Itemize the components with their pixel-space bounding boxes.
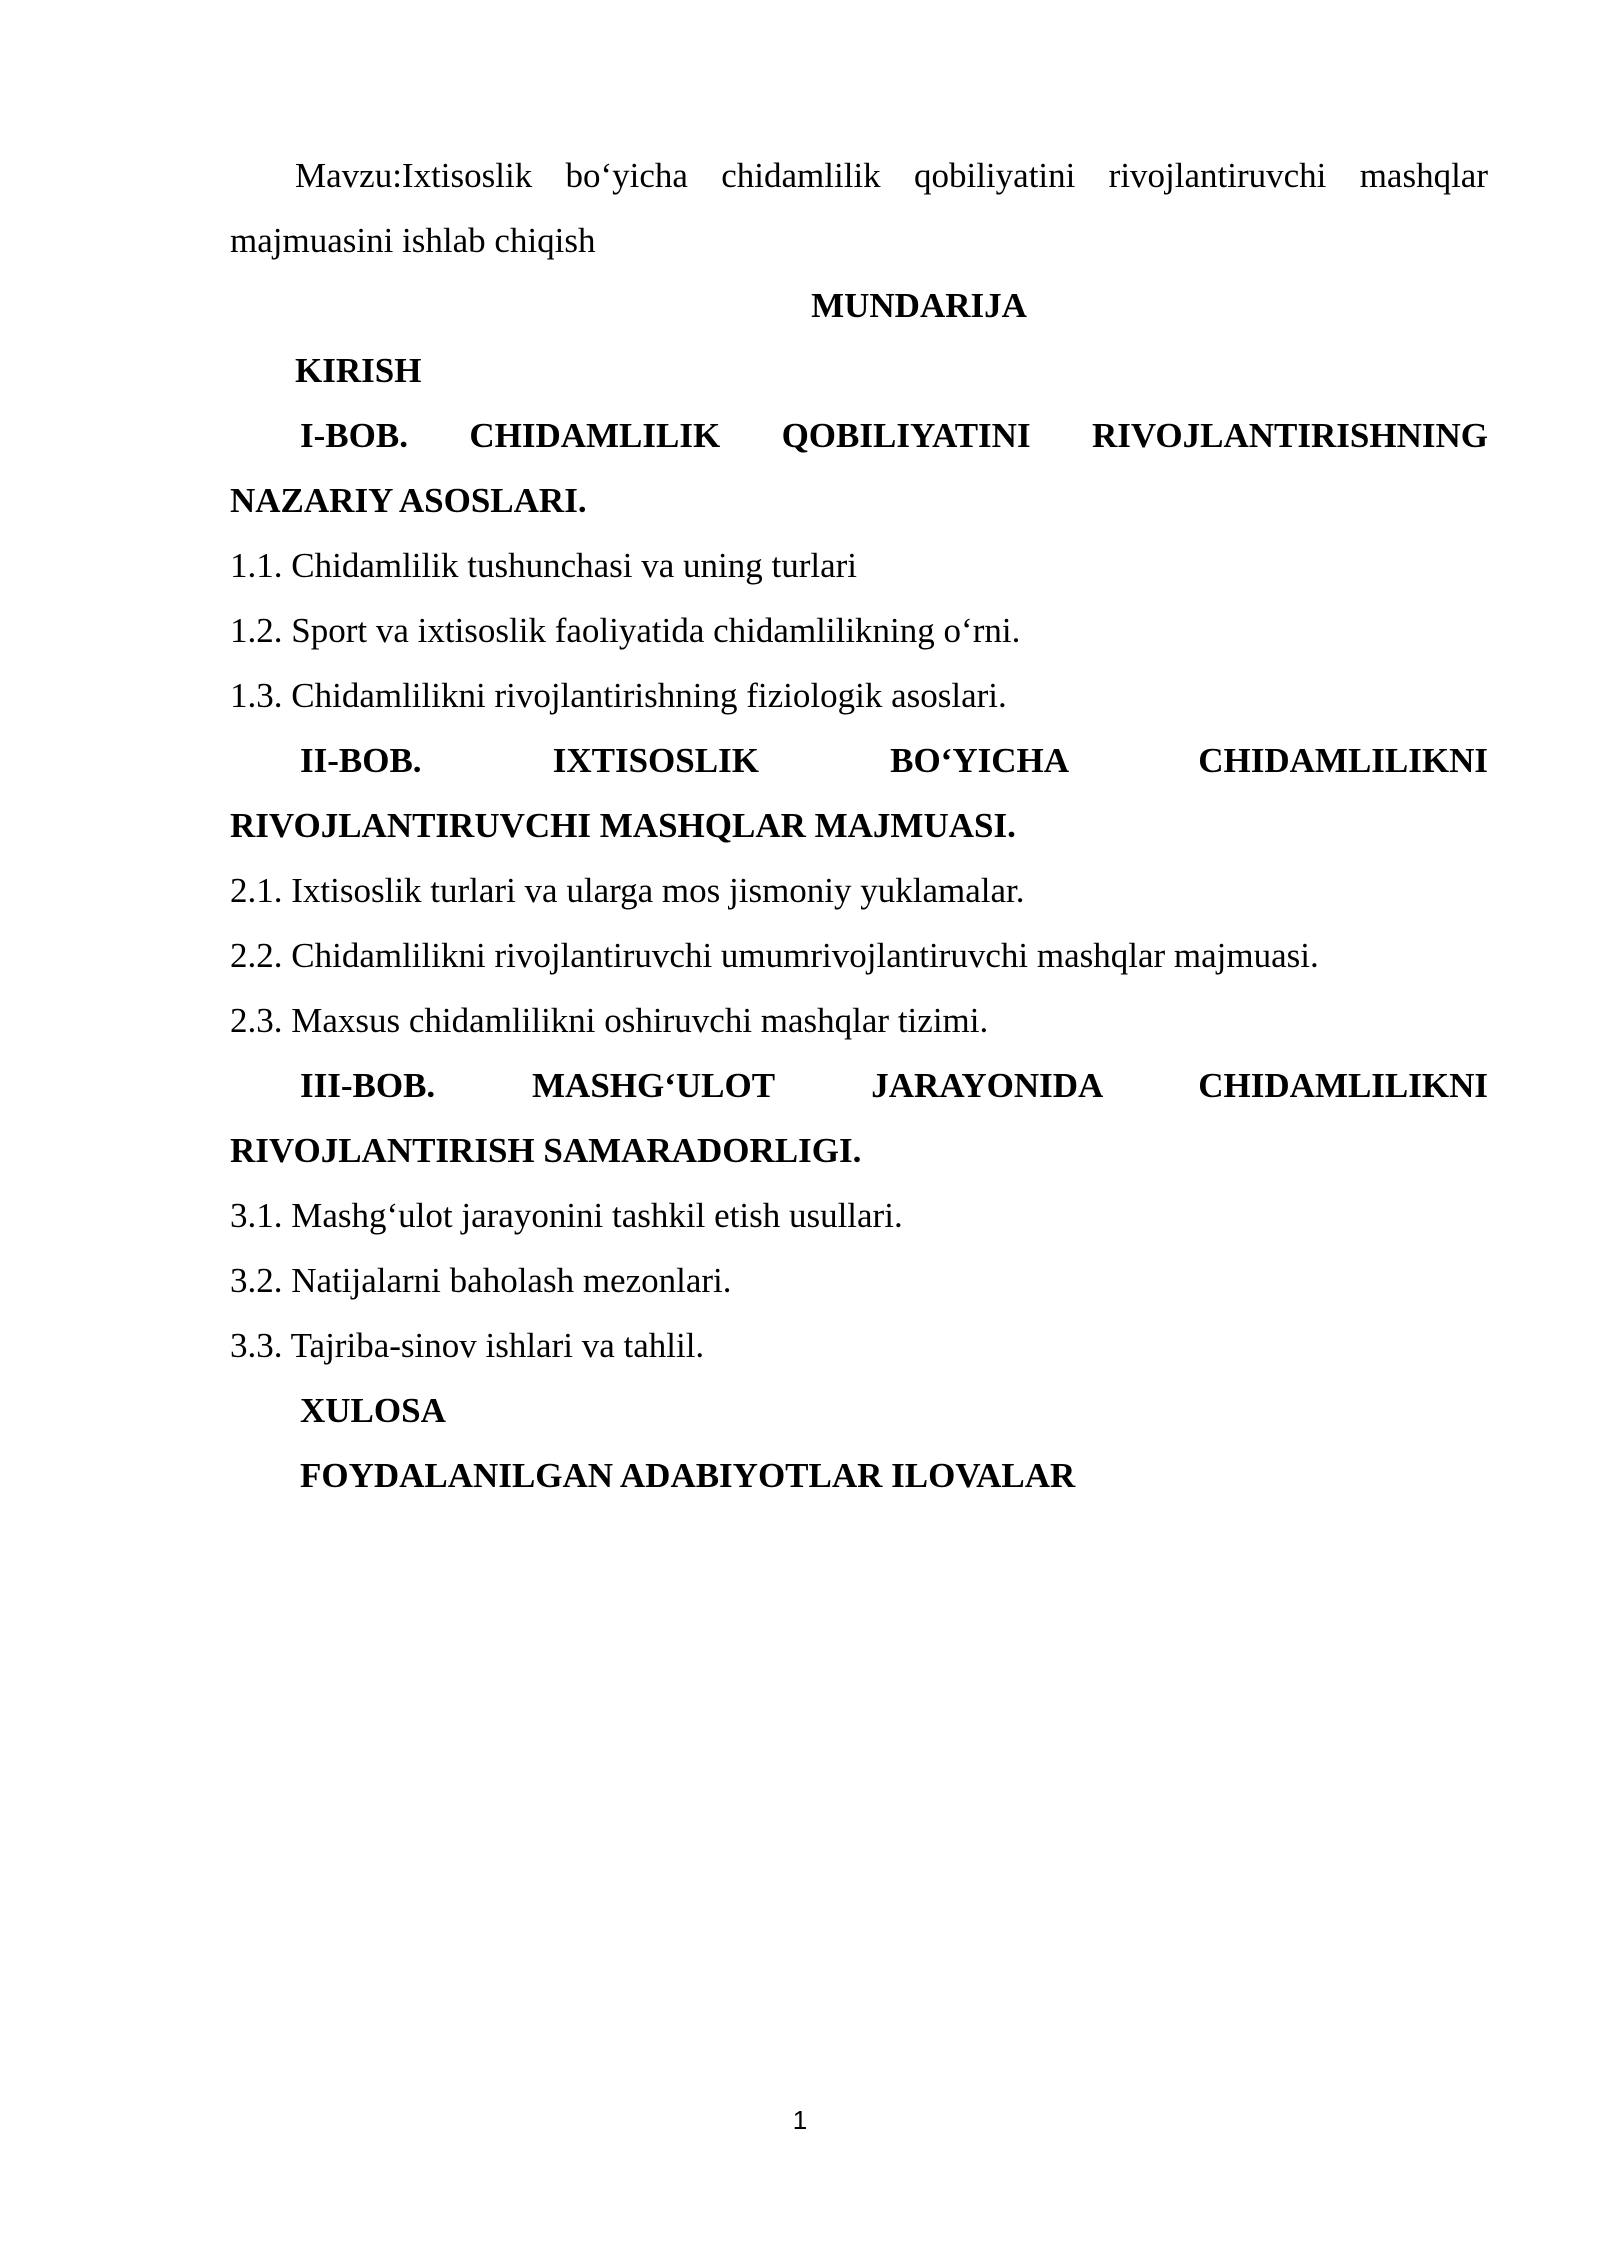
chapter-3-heading-line-1: III-BOB. MASHG‘ULOT JARAYONIDA CHIDAMLILIKNI: [300, 1066, 1488, 1105]
chapter-1-heading-line-2: NAZARIY ASOSLARI.: [230, 481, 587, 520]
chapter-2-heading-line-2: RIVOJLANTIRUVCHI MASHQLAR MAJMUASI.: [230, 806, 1016, 845]
section-3-2: 3.2. Natijalarni baholash mezonlari.: [230, 1261, 732, 1300]
topic-line-1: Mavzu:Ixtisoslik bo‘yicha chidamlilik qobiliyatini rivojlantiruvchi mashqlar: [295, 156, 1488, 195]
section-2-1: 2.1. Ixtisoslik turlari va ularga mos jismoniy yuklamalar.: [230, 871, 1025, 910]
section-2-2: 2.2. Chidamlilikni rivojlantiruvchi umumrivojlantiruvchi mashqlar majmuasi.: [230, 936, 1319, 975]
section-1-2: 1.2. Sport va ixtisoslik faoliyatida chidamlilikning o‘rni.: [230, 611, 1021, 650]
page-number: 1: [792, 2105, 808, 2135]
section-1-3: 1.3. Chidamlilikni rivojlantirishning fiziologik asoslari.: [230, 676, 1007, 715]
toc-references: FOYDALANILGAN ADABIYOTLAR ILOVALAR: [300, 1456, 1076, 1495]
toc-intro: KIRISH: [295, 351, 422, 390]
toc-title: MUNDARIJA: [811, 286, 1027, 325]
section-3-1: 3.1. Mashg‘ulot jarayonini tashkil etish usullari.: [230, 1196, 903, 1235]
chapter-3-heading-line-2: RIVOJLANTIRISH SAMARADORLIGI.: [230, 1131, 862, 1170]
chapter-1-heading-line-1: I-BOB. CHIDAMLILIK QOBILIYATINI RIVOJLANTIRISHNING: [300, 416, 1488, 455]
section-3-3: 3.3. Tajriba-sinov ishlari va tahlil.: [230, 1326, 705, 1365]
page-content: [230, 143, 1488, 1508]
toc-conclusion: XULOSA: [300, 1391, 446, 1430]
topic-line-2: majmuasini ishlab chiqish: [230, 221, 596, 260]
chapter-2-heading-line-1: II-BOB. IXTISOSLIK BO‘YICHA CHIDAMLILIKNI: [300, 741, 1488, 780]
section-1-1: 1.1. Chidamlilik tushunchasi va uning turlari: [230, 546, 858, 585]
section-2-3: 2.3. Maxsus chidamlilikni oshiruvchi mashqlar tizimi.: [230, 1001, 989, 1040]
